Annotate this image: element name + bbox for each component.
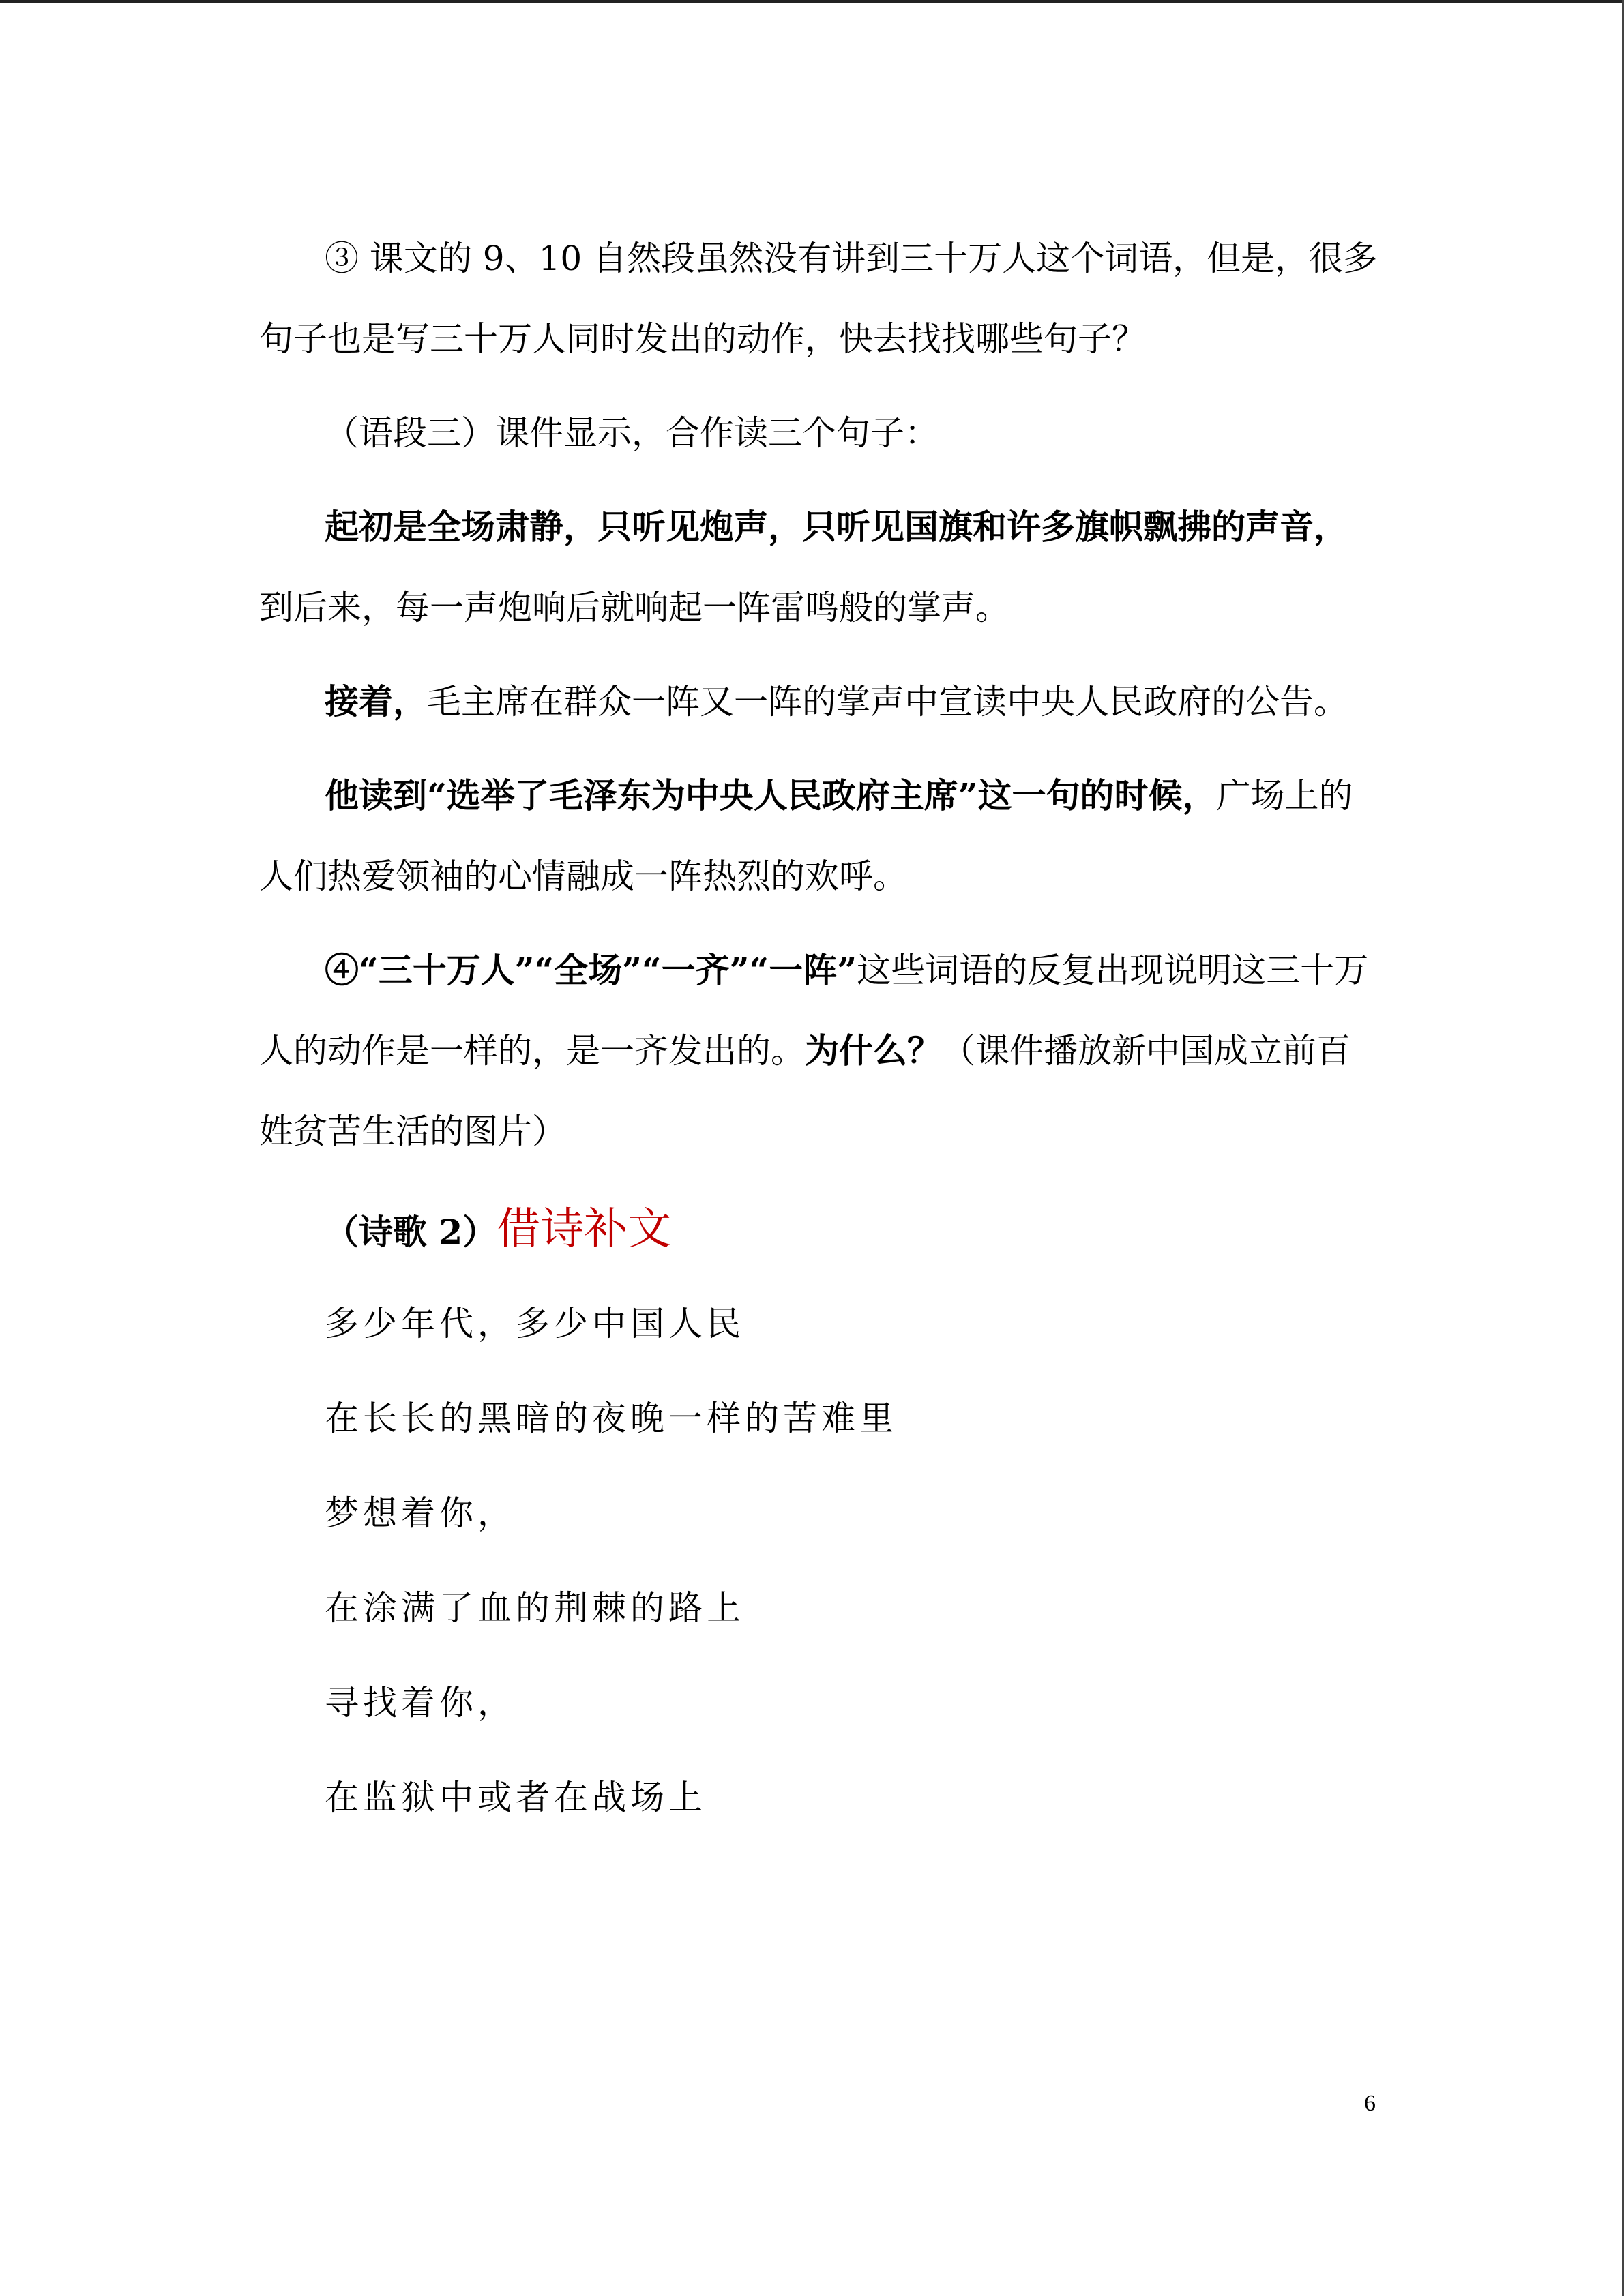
poem-title: 借诗补文 [497, 1204, 672, 1255]
sentence-1-bold: 起初是全场肃静，只听见炮声，只听见国旗和许多旗帜飘拂的声音， [325, 507, 1348, 547]
paragraph-sentence-1 [259, 487, 1378, 648]
paragraph-question-3: ③ 课文的 9、10 自然段虽然没有讲到三十万人这个词语，但是，很多句子也是写三十万人同时发出的动作，快去找找哪些句子？ [259, 239, 1378, 359]
question-4-keywords: ④“三十万人”“全场”“一齐”“一阵” [325, 950, 857, 990]
sentence-2-bold: 接着， [325, 681, 427, 721]
sentence-1-rest: 到后来，每一声炮响后就响起一阵雷鸣般的掌声。 [259, 588, 1009, 627]
poem-heading [259, 1185, 1378, 1277]
poem-line: 在长长的黑暗的夜晚一样的苦难里 [325, 1399, 898, 1438]
sentence-2-rest: 毛主席在群众一阵又一阵的掌声中宣读中央人民政府的公告。 [427, 682, 1348, 721]
poem-line: 在监狱中或者在战场上 [325, 1778, 707, 1817]
sentence-3-bold: 他读到“选举了毛泽东为中央人民政府主席”这一句的时候， [325, 775, 1217, 816]
document-body [259, 218, 1378, 1845]
paragraph-question-4 [259, 930, 1378, 1172]
poem-line: 多少年代，多少中国人民 [325, 1304, 745, 1343]
poem-line: 在涂满了血的荆棘的路上 [325, 1588, 745, 1628]
paragraph-passage-3-intro: （语段三）课件显示，合作读三个句子： [325, 413, 939, 453]
poem-label: （诗歌 2） [325, 1212, 497, 1252]
poem-line: 梦想着你， [325, 1493, 516, 1533]
page-number: 6 [1364, 2091, 1376, 2116]
paragraph-sentence-3 [259, 756, 1378, 916]
question-4-text: 这些词语的反复出现说明这三十万人的动作是一样的，是一齐发出的。 [259, 951, 1369, 1071]
poem-line: 寻找着你， [325, 1683, 516, 1723]
question-4-why: 为什么？ [805, 1030, 941, 1071]
paragraph-sentence-2 [259, 661, 1378, 742]
top-border-rule [0, 0, 1624, 3]
question-4-note: （课件播放新中国成立前百姓贫苦生活的图片） [259, 1031, 1350, 1151]
sentence-3-rest: 广场上的人们热爱领袖的心情融成一阵热烈的欢呼。 [259, 776, 1353, 896]
